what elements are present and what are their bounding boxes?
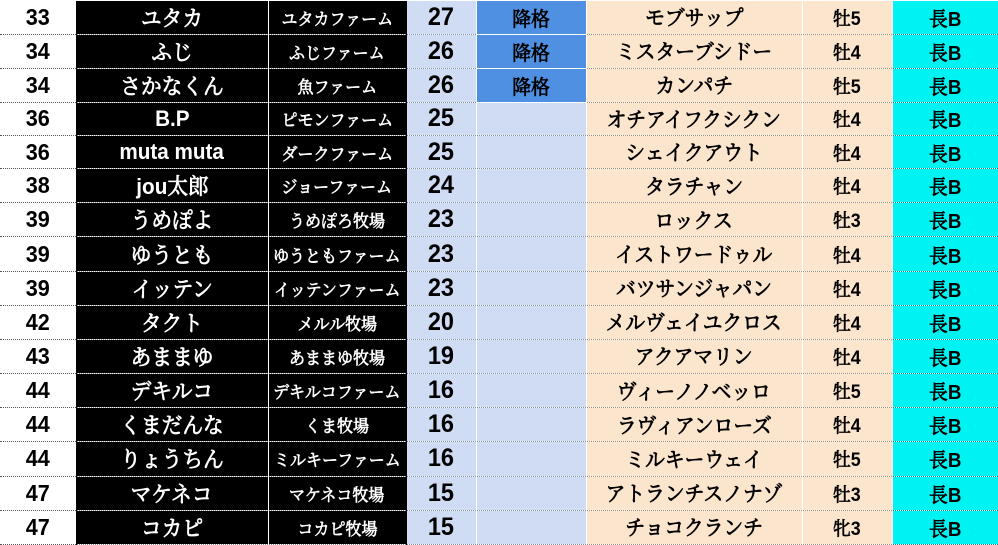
- grade-cell: [892, 1, 998, 35]
- rank-cell: [0, 169, 76, 203]
- points-cell: [406, 203, 476, 237]
- horse-name-cell-text: モブサップ: [644, 7, 744, 31]
- owner-cell: [76, 408, 268, 442]
- owner-cell: [76, 271, 268, 305]
- points-cell: [406, 102, 476, 135]
- points-cell-text: 27: [427, 2, 455, 31]
- owner-cell-text: りょうちん: [120, 447, 224, 473]
- sex-age-cell-text: 牡4: [833, 143, 861, 165]
- farm-cell-text: ユタカファーム: [281, 9, 393, 29]
- horse-name-cell: [586, 510, 802, 544]
- grade-cell: [892, 271, 998, 305]
- sex-age-cell-text: 牝3: [833, 518, 861, 540]
- owner-cell: [76, 305, 268, 339]
- owner-cell-text: ふじ: [151, 39, 193, 65]
- sex-age-cell-text: 牡5: [833, 450, 861, 472]
- horse-name-cell-text: アクアマリン: [635, 346, 753, 370]
- owner-cell-text: くまだんな: [120, 413, 224, 439]
- rank-cell: [0, 510, 76, 544]
- farm-cell-text: マケネコ牧場: [289, 485, 385, 505]
- horse-name-cell-text: イストワードゥル: [615, 244, 773, 268]
- horse-name-cell: [586, 408, 802, 442]
- rank-cell-text: 44: [25, 377, 50, 404]
- farm-cell: [268, 305, 406, 339]
- owner-cell-text: うめぽよ: [130, 208, 214, 234]
- farm-cell-text: デキルコファーム: [273, 383, 401, 403]
- owner-cell: [76, 1, 268, 35]
- table-row: [0, 136, 998, 169]
- grade-cell-text: 長B: [928, 8, 962, 31]
- points-cell-text: 24: [427, 171, 455, 200]
- owner-cell-text: ゆうとも: [130, 242, 214, 268]
- rank-cell: [0, 374, 76, 408]
- farm-cell: [268, 169, 406, 203]
- horse-name-cell: [586, 169, 802, 203]
- owner-cell: [76, 102, 268, 135]
- farm-cell: [268, 68, 406, 102]
- horse-name-cell-text: メルヴェイユクロス: [605, 312, 783, 336]
- sex-age-cell: [802, 442, 892, 476]
- sex-age-cell-text: 牡4: [833, 279, 861, 301]
- points-cell-text: 15: [427, 512, 455, 541]
- farm-cell: [268, 374, 406, 408]
- owner-cell: [76, 476, 268, 510]
- farm-cell-text: ゆうともファーム: [273, 246, 401, 266]
- farm-cell: [268, 408, 406, 442]
- points-cell: [406, 237, 476, 271]
- farm-cell: [268, 442, 406, 476]
- sex-age-cell-text: 牡3: [833, 484, 861, 506]
- horse-name-cell-text: カンパチ: [655, 75, 733, 99]
- sex-age-cell-text: 牡4: [833, 416, 861, 438]
- sex-age-cell: [802, 169, 892, 203]
- sex-age-cell-text: 牡4: [833, 177, 861, 199]
- grade-cell-text: 長B: [928, 347, 962, 370]
- demotion-cell: [476, 476, 586, 510]
- sex-age-cell-text: 牡4: [833, 245, 861, 267]
- points-cell: [406, 510, 476, 544]
- owner-cell-text: マケネコ: [131, 481, 213, 507]
- table-row: [0, 237, 998, 271]
- owner-cell-text: ユタカ: [140, 5, 204, 31]
- points-cell-text: 25: [427, 137, 455, 166]
- owner-cell: [76, 510, 268, 544]
- owner-cell-text: イッテン: [131, 276, 213, 302]
- points-cell-text: 19: [427, 341, 455, 370]
- owner-cell: [76, 339, 268, 373]
- demotion-cell: [476, 34, 586, 68]
- demotion-cell: [476, 374, 586, 408]
- rank-cell: [0, 408, 76, 442]
- farm-cell-text: うめぽろ牧場: [289, 212, 385, 232]
- rank-cell: [0, 339, 76, 373]
- horse-name-cell: [586, 476, 802, 510]
- points-cell: [406, 271, 476, 305]
- rank-cell: [0, 271, 76, 305]
- demotion-cell: [476, 305, 586, 339]
- grade-cell: [892, 203, 998, 237]
- grade-cell-text: 長B: [928, 416, 962, 439]
- sex-age-cell-text: 牡3: [833, 211, 861, 233]
- sex-age-cell: [802, 102, 892, 135]
- demotion-cell: [476, 203, 586, 237]
- grade-cell: [892, 136, 998, 169]
- points-cell: [406, 136, 476, 169]
- farm-cell: [268, 203, 406, 237]
- demotion-cell-text: 降格: [512, 8, 550, 31]
- rank-cell: [0, 1, 76, 35]
- horse-name-cell-text: バツサンジャパン: [615, 278, 773, 302]
- demotion-cell: [476, 136, 586, 169]
- table-row: [0, 442, 998, 476]
- horse-name-cell: [586, 136, 802, 169]
- owner-cell-text: コカピ: [140, 515, 204, 541]
- points-cell: [406, 34, 476, 68]
- horse-name-cell-text: シェイクアウト: [625, 142, 763, 166]
- rank-cell-text: 39: [25, 240, 50, 267]
- sex-age-cell: [802, 136, 892, 169]
- horse-name-cell-text: ロックス: [654, 209, 734, 233]
- table-row: [0, 1, 998, 35]
- farm-cell: [268, 136, 406, 169]
- farm-cell-text: ふじファーム: [289, 43, 385, 63]
- table-row: [0, 305, 998, 339]
- rank-cell-text: 38: [25, 172, 50, 199]
- sex-age-cell-text: 牡4: [833, 313, 861, 335]
- points-cell-text: 26: [427, 70, 455, 99]
- rank-cell: [0, 34, 76, 68]
- horse-name-cell-text: ミスターブシドー: [615, 41, 773, 65]
- grade-cell: [892, 408, 998, 442]
- grade-cell-text: 長B: [928, 450, 962, 473]
- points-cell: [406, 374, 476, 408]
- rank-cell: [0, 203, 76, 237]
- horse-name-cell-text: オチアイフクシクン: [606, 108, 782, 132]
- sex-age-cell: [802, 237, 892, 271]
- horse-name-cell: [586, 305, 802, 339]
- farm-cell-text: 魚ファーム: [297, 77, 377, 97]
- owner-cell: [76, 442, 268, 476]
- sex-age-cell: [802, 34, 892, 68]
- points-cell: [406, 305, 476, 339]
- horse-name-cell: [586, 102, 802, 135]
- table-row: [0, 476, 998, 510]
- owner-cell-text: さかなくん: [120, 73, 224, 99]
- rank-cell: [0, 237, 76, 271]
- owner-cell-text: デキルコ: [130, 379, 214, 405]
- sex-age-cell-text: 牡4: [833, 110, 861, 132]
- horse-name-cell-text: チョコクランチ: [625, 517, 763, 541]
- sex-age-cell: [802, 68, 892, 102]
- grade-cell: [892, 442, 998, 476]
- points-cell-text: 23: [427, 239, 455, 268]
- points-cell-text: 23: [427, 205, 455, 234]
- farm-cell-text: コカピ牧場: [297, 519, 377, 539]
- rank-cell: [0, 442, 76, 476]
- rank-cell-text: 39: [25, 274, 50, 301]
- farm-cell-text: あままゆ牧場: [289, 348, 385, 368]
- farm-cell: [268, 102, 406, 135]
- sex-age-cell-text: 牡5: [833, 382, 861, 404]
- farm-cell: [268, 34, 406, 68]
- farm-cell: [268, 510, 406, 544]
- demotion-cell: [476, 339, 586, 373]
- sex-age-cell: [802, 271, 892, 305]
- grade-cell-text: 長B: [928, 245, 962, 268]
- grade-cell-text: 長B: [928, 76, 962, 99]
- demotion-cell: [476, 1, 586, 35]
- sex-age-cell-text: 牡5: [833, 8, 861, 30]
- rank-cell: [0, 136, 76, 169]
- sex-age-cell: [802, 203, 892, 237]
- grade-cell-text: 長B: [928, 177, 962, 200]
- horse-name-cell: [586, 442, 802, 476]
- points-cell: [406, 442, 476, 476]
- owner-cell: [76, 237, 268, 271]
- grade-cell: [892, 305, 998, 339]
- horse-name-cell: [586, 339, 802, 373]
- rank-cell-text: 43: [25, 342, 50, 369]
- points-cell: [406, 339, 476, 373]
- sex-age-cell: [802, 305, 892, 339]
- table-row: [0, 169, 998, 203]
- demotion-cell-text: 降格: [512, 76, 550, 99]
- rank-cell-text: 42: [25, 308, 50, 335]
- table-row: [0, 408, 998, 442]
- demotion-cell: [476, 68, 586, 102]
- horse-name-cell: [586, 374, 802, 408]
- points-cell-text: 25: [427, 104, 455, 133]
- points-cell-text: 20: [427, 307, 455, 336]
- owner-cell: [76, 374, 268, 408]
- points-cell-text: 16: [427, 376, 455, 405]
- owner-cell-text: muta muta: [119, 139, 225, 165]
- sex-age-cell: [802, 408, 892, 442]
- sex-age-cell: [802, 510, 892, 544]
- horse-name-cell-text: ヴィーノノベッロ: [617, 380, 771, 404]
- sex-age-cell: [802, 339, 892, 373]
- demotion-cell: [476, 102, 586, 135]
- demotion-cell: [476, 271, 586, 305]
- points-cell: [406, 476, 476, 510]
- grade-cell-text: 長B: [928, 211, 962, 234]
- points-cell: [406, 1, 476, 35]
- demotion-cell: [476, 169, 586, 203]
- table-row: [0, 34, 998, 68]
- points-cell: [406, 169, 476, 203]
- horse-name-cell-text: ミルキーウェイ: [625, 448, 763, 472]
- horse-name-cell: [586, 203, 802, 237]
- rank-cell: [0, 476, 76, 510]
- demotion-cell: [476, 510, 586, 544]
- table-row: [0, 102, 998, 135]
- points-cell: [406, 68, 476, 102]
- table-row: [0, 271, 998, 305]
- grade-cell-text: 長B: [928, 382, 962, 405]
- grade-cell-text: 長B: [928, 42, 962, 65]
- farm-cell-text: ピモンファーム: [281, 111, 393, 131]
- rank-cell-text: 44: [25, 445, 50, 472]
- table-row: [0, 374, 998, 408]
- sex-age-cell: [802, 374, 892, 408]
- rank-cell: [0, 68, 76, 102]
- points-cell: [406, 408, 476, 442]
- grade-cell: [892, 68, 998, 102]
- horse-name-cell-text: アトランチスノナゾ: [605, 483, 783, 507]
- owner-cell: [76, 34, 268, 68]
- grade-cell-text: 長B: [928, 313, 962, 336]
- rank-cell-text: 34: [25, 71, 50, 98]
- sex-age-cell: [802, 476, 892, 510]
- owner-cell: [76, 169, 268, 203]
- rank-cell-text: 47: [25, 513, 50, 540]
- points-cell-text: 16: [427, 410, 455, 439]
- points-cell-text: 26: [427, 36, 455, 65]
- demotion-cell: [476, 442, 586, 476]
- sex-age-cell-text: 牡4: [833, 42, 861, 64]
- rank-cell-text: 39: [25, 206, 50, 233]
- grade-cell: [892, 34, 998, 68]
- rank-cell-text: 47: [25, 479, 50, 506]
- horse-name-cell-text: ラヴィアンローズ: [616, 414, 772, 438]
- grade-cell: [892, 476, 998, 510]
- farm-cell: [268, 237, 406, 271]
- grade-cell: [892, 102, 998, 135]
- horse-name-cell: [586, 1, 802, 35]
- grade-cell: [892, 169, 998, 203]
- grade-cell: [892, 237, 998, 271]
- rank-cell-text: 34: [25, 37, 50, 64]
- horse-name-cell: [586, 271, 802, 305]
- farm-cell-text: くま牧場: [305, 417, 369, 437]
- demotion-cell-text: 降格: [512, 42, 550, 65]
- farm-cell: [268, 1, 406, 35]
- horse-name-cell: [586, 237, 802, 271]
- grade-cell: [892, 510, 998, 544]
- points-cell-text: 15: [427, 478, 455, 507]
- farm-cell-text: ジョーファーム: [281, 178, 393, 198]
- sex-age-cell-text: 牡4: [833, 347, 861, 369]
- owner-cell: [76, 136, 268, 169]
- rank-cell: [0, 102, 76, 135]
- demotion-cell: [476, 408, 586, 442]
- farm-cell-text: イッテンファーム: [273, 280, 401, 300]
- table-row: [0, 68, 998, 102]
- owner-cell-text: あままゆ: [130, 344, 214, 370]
- rank-cell-text: 33: [25, 3, 50, 30]
- table-row: [0, 203, 998, 237]
- horse-name-cell: [586, 34, 802, 68]
- owner-cell: [76, 203, 268, 237]
- grade-cell-text: 長B: [928, 143, 962, 166]
- grade-cell-text: 長B: [928, 110, 962, 133]
- grade-cell-text: 長B: [928, 484, 962, 507]
- grade-cell: [892, 374, 998, 408]
- farm-cell-text: ダークファーム: [281, 144, 393, 164]
- owner-cell-text: jou太郎: [135, 174, 209, 200]
- demotion-cell: [476, 237, 586, 271]
- owner-cell-text: B.P: [154, 105, 190, 131]
- owner-cell: [76, 68, 268, 102]
- farm-cell: [268, 271, 406, 305]
- table-row: [0, 339, 998, 373]
- farm-cell: [268, 339, 406, 373]
- rank-cell-text: 36: [25, 138, 50, 165]
- sex-age-cell-text: 牡5: [833, 76, 861, 98]
- sex-age-cell: [802, 1, 892, 35]
- points-cell-text: 16: [427, 444, 455, 473]
- rank-cell-text: 44: [25, 411, 50, 438]
- horse-name-cell: [586, 68, 802, 102]
- table-row: [0, 510, 998, 544]
- grade-cell-text: 長B: [928, 518, 962, 541]
- farm-cell-text: メルル牧場: [297, 314, 377, 334]
- grade-cell-text: 長B: [928, 279, 962, 302]
- grade-cell: [892, 339, 998, 373]
- farm-cell: [268, 476, 406, 510]
- horse-name-cell-text: タラチャン: [644, 175, 744, 199]
- rank-cell-text: 36: [25, 105, 50, 132]
- farm-cell-text: ミルキーファーム: [273, 451, 401, 471]
- rank-cell: [0, 305, 76, 339]
- owner-cell-text: タクト: [140, 310, 204, 336]
- points-cell-text: 23: [427, 273, 455, 302]
